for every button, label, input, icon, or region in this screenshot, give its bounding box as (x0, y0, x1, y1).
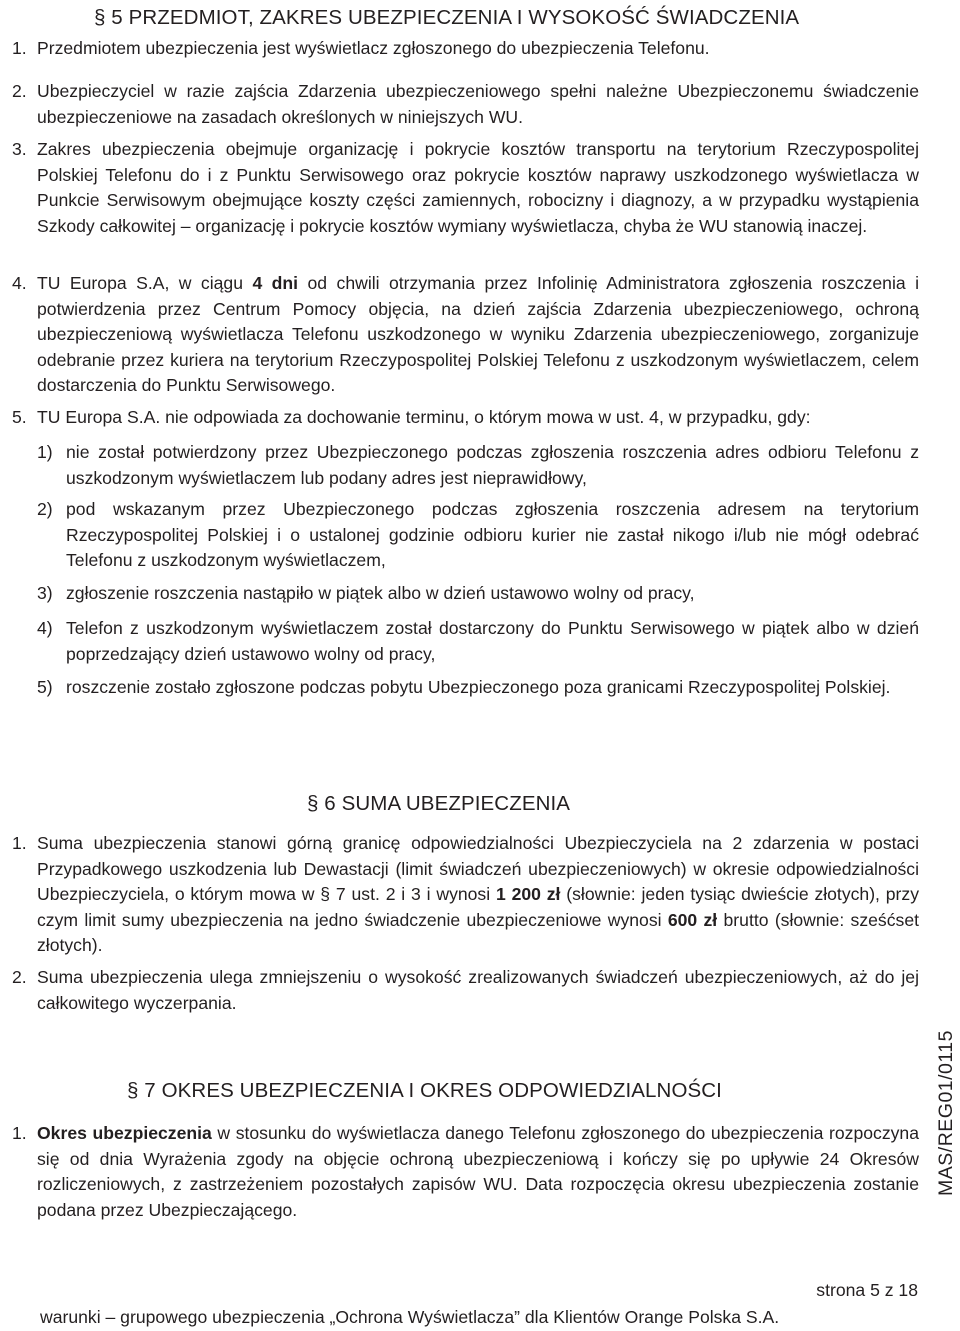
section-7-heading: § 7 OKRES UBEZPIECZENIA I OKRES ODPOWIEDZIALNOŚCI (127, 1079, 722, 1102)
subitem-number: 1) (37, 442, 53, 462)
item-number: 1. (12, 1123, 27, 1143)
section-5-subitem-3: zgłoszenie roszczenia nastąpiło w piątek albo w dzień ustawowo wolny od pracy, (66, 583, 695, 603)
item-1-part-1: Suma ubezpieczenia stanowi górną granicę odpowiedzialności Ubezpieczyciela na 2 zdarzenia w postaci Przypadkowego uszkodzenia lub Dewastacji (limit świadczeń ubezpieczeniowych) w okresie odpowiedzialności Ubezpieczyciela, o którym mowa w § 7 ust. 2 i 3 i wynosi (37, 833, 919, 905)
item-4-text-after: od chwili otrzymania przez Infolinię Administratora zgłoszenia roszczenia i potwierdzenia przez Centrum Pomocy objęcia, na dzień zajścia Zdarzenia ubezpieczeniowego, ochroną ubezpieczeniową wyświetlacza Telefonu uszkodzonego w wyniku Zdarzenia ubezpieczeniowego, zorganizuje odebranie przez kuriera na terytorium Rzeczypospolitej Polskiej Telefonu z uszkodzonym wyświetlaczem, celem dostarczenia do Punktu Serwisowego. (37, 273, 920, 396)
document-code: MAS/REG01/0115 (935, 1030, 957, 1196)
item-number: 1. (12, 38, 27, 58)
single-benefit-amount: 600 zł (667, 909, 718, 930)
page-number: strona 5 z 18 (816, 1280, 918, 1300)
item-1-text: w stosunku do wyświetlacza danego Telefonu zgłoszonego do ubezpieczenia rozpoczyna się od dnia Wyrażenia zgody na objęcie ochroną ubezpieczeniową i kończy się po upływie 24 Okresów rozliczeniowych, z zastrzeżeniem pozostałych zapisów WU. Data rozpoczęcia okresu ubezpieczenia zostanie podana przez Ubezpieczającego. (37, 1123, 919, 1220)
section-6-item-1 (37, 831, 919, 959)
item-4-bold-days: 4 dni (252, 273, 299, 293)
section-5-subitem-4: Telefon z uszkodzonym wyświetlaczem został dostarczony do Punktu Serwisowego w piątek albo w dzień poprzedzający dzień ustawowo wolny od pracy, (66, 618, 919, 664)
subitem-number: 2) (37, 499, 53, 519)
subitem-number: 4) (37, 618, 53, 638)
total-sum-amount: 1 200 zł (495, 884, 561, 905)
item-number: 2. (12, 81, 27, 101)
section-5-subitem-1: nie został potwierdzony przez Ubezpieczonego podczas zgłoszenia roszczenia adres odbioru Telefonu z uszkodzonym wyświetlaczem lub podany adres jest nieprawidłowy, (66, 442, 919, 488)
item-number: 5. (12, 407, 27, 427)
item-number: 1. (12, 833, 27, 853)
section-5-item-4 (37, 271, 919, 399)
item-1-part-3: brutto (słownie: sześćset złotych). (37, 909, 919, 956)
section-5-subitem-2: pod wskazanym przez Ubezpieczonego podczas zgłoszenia roszczenia adresem na terytorium Rzeczypospolitej Polskiej i o ustalonej godzinie odbioru kurier nie zastał nikogo i/lub nie mógł odebrać Telefonu z uszkodzonym wyświetlaczem, (66, 499, 919, 571)
item-1-part-2: (słownie: jeden tysiąc dwieście złotych), przy czym limit sumy ubezpieczenia na jedno świadczenie ubezpieczeniowe wynosi (37, 884, 920, 930)
section-5-item-1: Przedmiotem ubezpieczenia jest wyświetlacz zgłoszonego do ubezpieczenia Telefonu. (37, 38, 710, 58)
section-6-heading: § 6 SUMA UBEZPIECZENIA (307, 792, 571, 815)
section-7-item-1 (37, 1121, 919, 1223)
item-number: 2. (12, 967, 27, 987)
subitem-number: 3) (37, 583, 53, 603)
section-5-item-2: Ubezpieczyciel w razie zajścia Zdarzenia ubezpieczeniowego spełni należne Ubezpieczonemu świadczenie ubezpieczeniowe na zasadach określonych w niniejszych WU. (37, 81, 919, 127)
subitem-number: 5) (37, 677, 53, 697)
section-5-subitem-5: roszczenie zostało zgłoszone podczas pobytu Ubezpieczonego poza granicami Rzeczypospolitej Polskiej. (66, 677, 891, 697)
insurance-period-term: Okres ubezpieczenia (37, 1123, 212, 1143)
item-number: 3. (12, 139, 27, 159)
footer-document-title: warunki – grupowego ubezpieczenia „Ochrona Wyświetlacza” dla Klientów Orange Polska S.A. (40, 1307, 780, 1327)
section-5-heading: § 5 PRZEDMIOT, ZAKRES UBEZPIECZENIA I WYSOKOŚĆ ŚWIADCZENIA (94, 6, 800, 29)
section-5-item-5: TU Europa S.A. nie odpowiada za dochowanie terminu, o którym mowa w ust. 4, w przypadku, gdy: (37, 407, 811, 427)
section-6-item-2: Suma ubezpieczenia ulega zmniejszeniu o wysokość zrealizowanych świadczeń ubezpieczeniowych, aż do jej całkowitego wyczerpania. (37, 967, 919, 1013)
item-4-text-before: TU Europa S.A, w ciągu (37, 273, 253, 293)
section-5-item-3: Zakres ubezpieczenia obejmuje organizację i pokrycie kosztów transportu na terytorium Rzeczypospolitej Polskiej Telefonu do i z Punktu Serwisowego oraz pokrycie kosztów naprawy uszkodzonego wyświetlacza w Punkcie Serwisowym obejmujące koszty części zamiennych, robocizny i diagnozy, a w przypadku wystąpienia Szkody całkowitej – organizację i pokrycie kosztów wymiany wyświetlacza, chyba że WU stanowią inaczej. (37, 139, 919, 236)
item-number: 4. (12, 273, 27, 293)
